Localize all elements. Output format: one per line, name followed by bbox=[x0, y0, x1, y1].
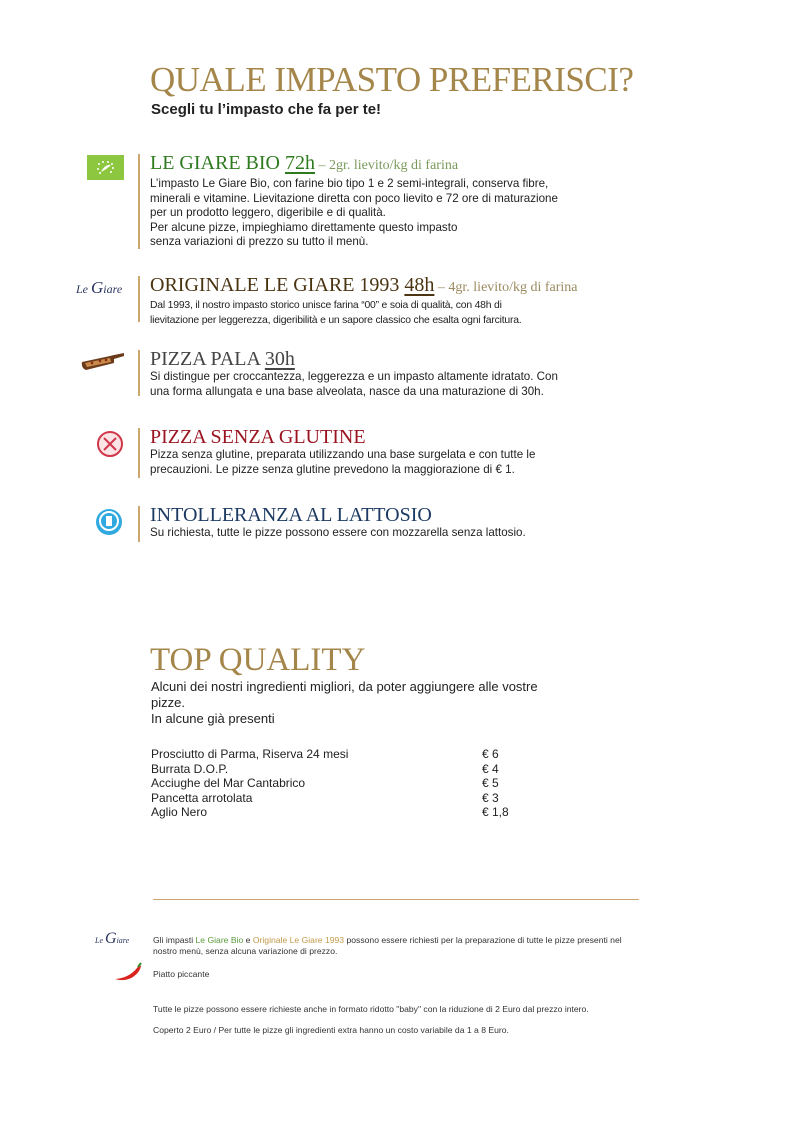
dough-section-originale bbox=[150, 274, 640, 328]
dough-description: Si distingue per croccantezza, leggerezza e un impasto altamente idratato. Con una forma allungata e una base alveolata, nasce da una maturazione di 30h. bbox=[150, 370, 558, 398]
dough-title: LE GIARE BIO 72h – 2gr. lievito/kg di farina bbox=[150, 152, 459, 174]
dough-description: Dal 1993, il nostro impasto storico unisce farina “00” e soia di qualità, con 48h di lievitazione per leggerezza, digeribilità e un sapore classico che esalta ogni farcitura. bbox=[150, 300, 522, 326]
ingredient-name: Pancetta arrotolata bbox=[151, 790, 253, 805]
chili-pepper-icon bbox=[113, 962, 143, 982]
ingredient-name: Aglio Nero bbox=[151, 805, 208, 820]
page-subtitle: Scegli tu l’impasto che fa per te! bbox=[151, 101, 382, 118]
ingredient-price: € 1,8 bbox=[482, 805, 509, 820]
dough-title: PIZZA PALA 30h bbox=[150, 348, 295, 370]
le-giare-logo-icon: Le Giare bbox=[76, 278, 123, 297]
dough-description: L’impasto Le Giare Bio, con farine bio tipo 1 e 2 semi-integrali, conserva fibre, minerali e vitamine. Lievitazione diretta con poco lievito e 72 ore di maturazione per un prodotto leggero, digeribile e di qualità. Per alcune pizze, impieghiamo direttamente questo impasto senza variazioni di prezzo su tutto il menù. bbox=[150, 177, 558, 249]
footer-impasti-note: Gli impasti Le Giare Bio e Originale Le Giare 1993 possono essere richiesti per la preparazione di tutte le pizze presenti nel nostro menù, senza alcuna variazione di prezzo. bbox=[153, 935, 622, 956]
section-divider bbox=[138, 154, 140, 249]
gluten-free-icon bbox=[96, 430, 124, 458]
le-giare-logo-icon: Le Giare bbox=[95, 930, 130, 947]
list-item bbox=[151, 805, 509, 820]
top-quality-title: TOP QUALITY bbox=[150, 642, 366, 678]
lactose-free-icon bbox=[95, 508, 123, 536]
ingredient-price: € 3 bbox=[482, 790, 499, 805]
baby-format-note: Tutte le pizze possono essere richieste anche in formato ridotto "baby" con la riduzione di 2 Euro dal prezzo intero. bbox=[153, 1004, 589, 1014]
eu-organic-leaf-icon bbox=[87, 155, 124, 180]
list-item bbox=[151, 762, 509, 777]
divider bbox=[153, 899, 639, 900]
ingredient-price: € 4 bbox=[482, 761, 499, 776]
dough-title: INTOLLERANZA AL LATTOSIO bbox=[150, 504, 432, 526]
dough-description: Pizza senza glutine, preparata utilizzando una base surgelata e con tutte le precauzioni. Le pizze senza glutine prevedono la maggiorazione di € 1. bbox=[150, 448, 536, 476]
ingredient-name: Burrata D.O.P. bbox=[151, 761, 229, 776]
section-divider bbox=[138, 276, 140, 322]
ingredient-price: € 5 bbox=[482, 776, 499, 791]
list-item bbox=[151, 791, 509, 806]
ingredient-list bbox=[151, 747, 509, 820]
coperto-note: Coperto 2 Euro / Per tutte le pizze gli ingredienti extra hanno un costo variabile da 1 a 8 Euro. bbox=[153, 1025, 509, 1035]
list-item bbox=[151, 776, 509, 791]
pizza-pala-icon bbox=[80, 352, 125, 372]
dough-section-senza-glutine bbox=[150, 426, 640, 477]
ingredient-name: Prosciutto di Parma, Riserva 24 mesi bbox=[151, 747, 349, 761]
top-quality-description: Alcuni dei nostri ingredienti migliori, da poter aggiungere alle vostre pizze. In alcune già presenti bbox=[151, 679, 538, 726]
dough-title: ORIGINALE LE GIARE 1993 48h – 4gr. lievito/kg di farina bbox=[150, 274, 578, 296]
section-divider bbox=[138, 350, 140, 396]
piccante-legend: Piatto piccante bbox=[153, 969, 210, 979]
dough-section-lattosio bbox=[150, 504, 640, 541]
section-divider bbox=[138, 506, 140, 542]
list-item bbox=[151, 747, 509, 762]
dough-description: Su richiesta, tutte le pizze possono essere con mozzarella senza lattosio. bbox=[150, 526, 526, 539]
section-divider bbox=[138, 428, 140, 478]
dough-section-bio bbox=[150, 152, 640, 250]
ingredient-price: € 6 bbox=[482, 747, 499, 761]
ingredient-name: Acciughe del Mar Cantabrico bbox=[151, 776, 306, 791]
dough-title: PIZZA SENZA GLUTINE bbox=[150, 426, 366, 448]
dough-section-pala bbox=[150, 348, 640, 399]
page-title: QUALE IMPASTO PREFERISCI? bbox=[150, 60, 634, 99]
